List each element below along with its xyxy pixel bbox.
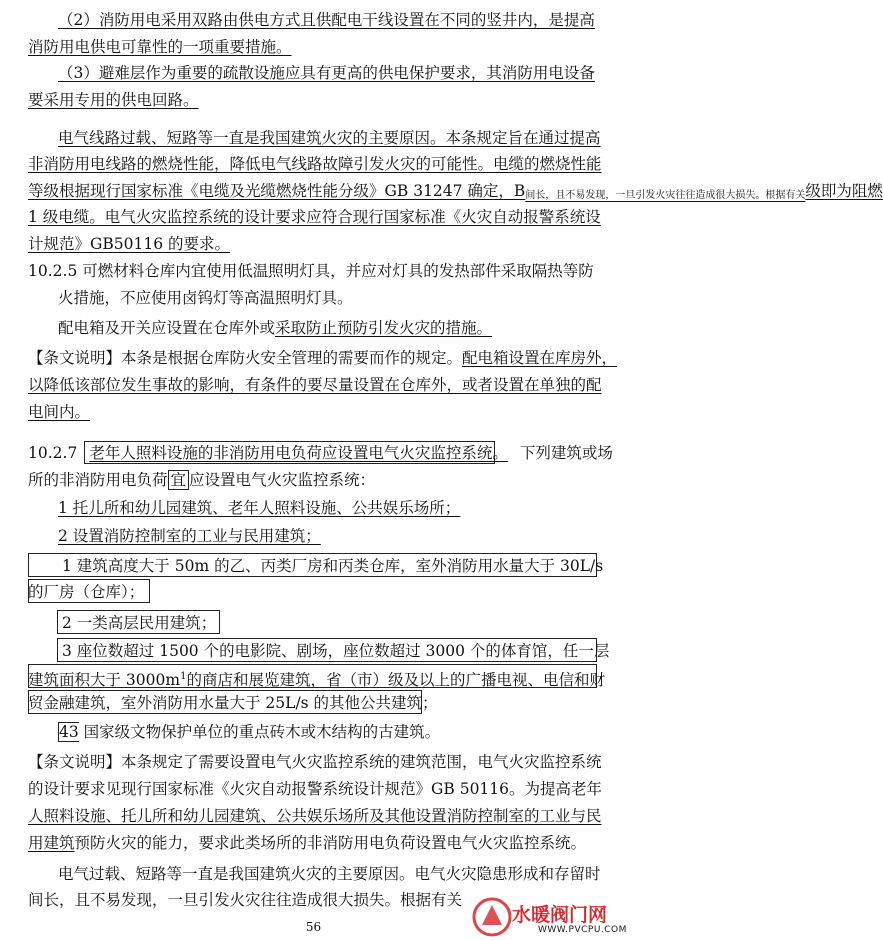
text-line: 电气过载、短路等一直是我国建筑火灾的主要原因。电气火灾隐患形成和存留时 — [58, 865, 601, 883]
text-line: 的设计要求见现行国家标准《火灾自动报警系统设计规范》GB 50116。为提高老年 — [28, 780, 603, 798]
clause-10-2-5: 10.2.5 可燃材料仓库内宜使用低温照明灯具，并应对灯具的发热部件采取隔热等防 — [28, 262, 594, 280]
watermark-url: WWW.PVCPU.COM — [538, 925, 627, 935]
text-line: 用建筑预防火灾的能力，要求此类场所的非消防用电负荷设置电气火灾监控系统。 — [28, 834, 587, 852]
text-line: 间长，且不易发现，一旦引发火灾往往造成很大损失。根据有关 — [28, 891, 463, 909]
text-line: （3）避难层作为重要的疏散设施应具有更高的供电保护要求，其消防用电设备 — [58, 64, 595, 82]
list-item: 3 座位数超过 1500 个的电影院、剧场，座位数超过 3000 个的体育馆，任一层 — [62, 642, 610, 660]
text-line: 以降低该部位发生事故的影响，有条件的要尽量设置在仓库外，或者设置在单独的配 — [28, 376, 602, 394]
text-line: 电间内。 — [28, 403, 91, 421]
text-line: 要采用专用的供电回路。 — [28, 91, 199, 109]
text-line: 配电箱及开关应设置在仓库外或采取防止预防引发火灾的措施。 — [58, 319, 493, 337]
clause-explanation: 【条文说明】本条规定了需要设置电气火灾监控系统的建筑范围，电气火灾监控系统 — [28, 753, 602, 771]
text-line: 等级根据现行国家标准《电缆及光缆燃烧性能分级》GB 31247 确定，$B_{间长,且不易发现,一旦引发火灾往往造成很大损失。根据有关}$级即为阻燃 — [28, 182, 883, 201]
text-line: 非消防用电线路的燃烧性能，降低电气线路故障引发火灾的可能性。电缆的燃烧性能 — [28, 155, 602, 173]
list-item: 1 建筑高度大于 50m 的乙、丙类厂房和丙类仓库，室外消防用水量大于 30L/s — [62, 557, 604, 575]
clause-explanation: 【条文说明】本条是根据仓库防火安全管理的需要而作的规定。配电箱设置在库房外， — [28, 349, 618, 367]
text-line: 电气线路过载、短路等一直是我国建筑火灾的主要原因。本条规定旨在通过提高 — [58, 129, 601, 147]
text-line: 计规范》GB50116 的要求。 — [28, 235, 231, 253]
watermark-brand: 水暖阀门网 — [512, 904, 608, 926]
list-item: 的厂房（仓库）； — [28, 583, 145, 601]
text-line: 所的非消防用电负荷 宜 应设置电气火灾监控系统： — [28, 471, 376, 489]
edit-mark-box: 43 — [59, 723, 79, 741]
text-line: 火措施，不应使用卤钨灯等高温照明灯具。 — [58, 289, 353, 307]
text-line: 人照料设施、托儿所和幼儿园建筑、公共娱乐场所及其他设置消防控制室的工业与民 — [28, 807, 602, 825]
text-line: 消防用电供电可靠性的一项重要措施。 — [28, 38, 292, 56]
list-item: 2 一类高层民用建筑； — [62, 614, 217, 632]
list-item: 2 设置消防控制室的工业与民用建筑； — [58, 527, 321, 545]
list-item: 43 国家级文物保护单位的重点砖木或木结构的古建筑。 — [59, 723, 441, 741]
text-line: 贸金融建筑，室外消防用水量大于 25L/s 的其他公共建筑； — [28, 694, 438, 712]
list-item: 1 托儿所和幼儿园建筑、老年人照料设施、公共娱乐场所； — [58, 499, 461, 517]
edit-mark-box: 宜 — [168, 470, 190, 490]
text-line: （2）消防用电采用双路由供电方式且供配电干线设置在不同的竖井内，是提高 — [58, 11, 595, 29]
text-line: 建筑面积大于 $3000m^1$的商店和展览建筑，省（市）级及以上的广播电视、电信和财 — [28, 671, 605, 689]
clause-10-2-7: 10.2.7 老年人照料设施的非消防用电负荷应设置电气火灾监控系统。 下列建筑或场 — [28, 444, 613, 462]
text-line: 1 级电缆。电气火灾监控系统的设计要求应符合现行国家标准《火灾自动报警系统设 — [28, 208, 601, 226]
page-number: 56 — [305, 920, 322, 934]
